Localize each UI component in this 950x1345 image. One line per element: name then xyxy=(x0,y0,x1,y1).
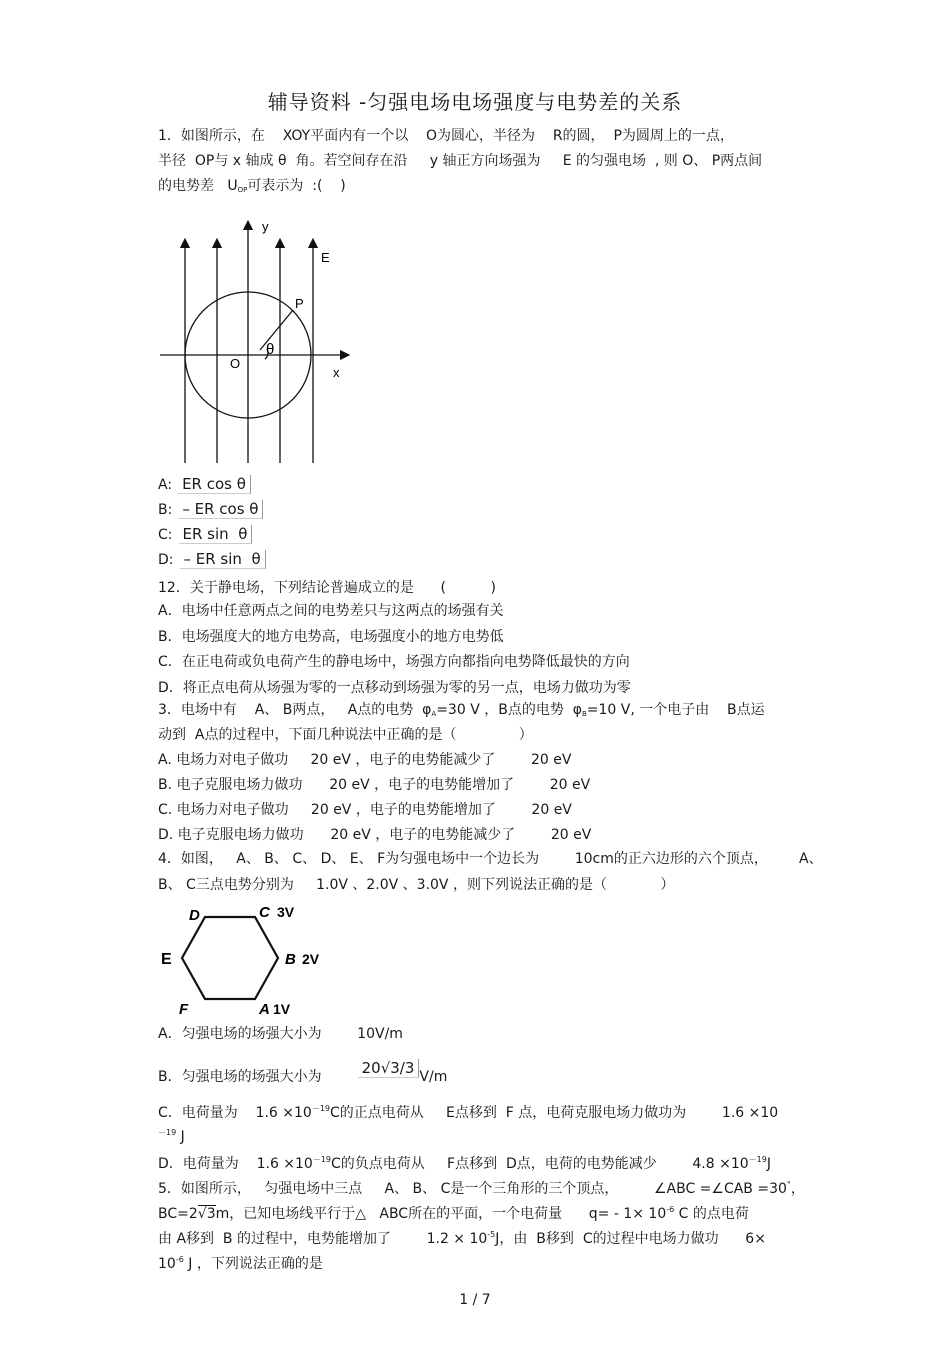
q5-line3: 由 A移到 B 的过程中，电势能增加了 $1.2 \times 10^{-5}J$，由 B移到 C的过程中电场力做功 6× xyxy=(158,1230,766,1247)
p-label: P xyxy=(295,296,304,311)
y-label: y xyxy=(262,219,269,234)
q5-line2: BC=2√3m，已知电场线平行于△ ABC所在的平面，一个电荷量 $q= - 1\times 10^{-6}$ C 的点电荷 xyxy=(158,1205,749,1222)
q4-line1: 4．如图， A、 B、 C、 D、 E、 F为匀强电场中一个边长为 10cm的正六边形的六个顶点， A、 xyxy=(158,851,823,867)
q4-figure-hexagon xyxy=(155,900,345,1020)
q4-line2: B、 C三点电势分别为 1.0V 、2.0V 、3.0V ，则下列说法正确的是（ ） xyxy=(158,877,675,893)
q12-option-a[interactable]: A．电场中任意两点之间的电势差只与这两点的场强有关 xyxy=(158,603,504,619)
q12-stem: 12．关于静电场，下列结论普遍成立的是 ( ) xyxy=(158,580,496,596)
q1-option-d[interactable]: D: – ER sin θ xyxy=(158,550,266,569)
page-number: 1 / 7 xyxy=(459,1292,491,1308)
q4-option-c[interactable]: C．电荷量为 $1.6 \times 10^{-19}C$的正点电荷从 E点移到 F 点，电荷克服电场力做功为 1.6 ×10 xyxy=(158,1104,779,1121)
q3-option-d[interactable]: D. 电子克服电场力做功 20 eV ，电子的电势能减少了 20 eV xyxy=(158,827,592,843)
vertex-b: B xyxy=(285,951,296,968)
vertex-d: D xyxy=(189,907,200,924)
vertex-b-potential: 2V xyxy=(302,951,320,967)
vertex-a: A xyxy=(259,1001,270,1018)
q4-option-c-cont: $^{-19}$ J xyxy=(158,1128,185,1145)
x-label: x xyxy=(333,365,340,380)
q1-line2: 半径 OP与 x 轴成 θ 角。若空间存在沿 y 轴正方向场强为 E 的匀强电场 , 则 O、 P两点间 xyxy=(158,153,763,169)
q4-option-b[interactable]: B．匀强电场的场强大小为 20√3/3 V/m xyxy=(158,1059,448,1085)
q5-line4: $10^{-6}$ J ，下列说法正确的是 xyxy=(158,1255,323,1272)
q1-option-b[interactable]: B: – ER cos θ xyxy=(158,500,263,519)
theta-label: θ xyxy=(266,341,275,358)
vertex-f: F xyxy=(179,1001,189,1018)
q1-option-a[interactable]: A: ER cos θ xyxy=(158,475,251,494)
q3-line2: 动到 A点的过程中，下面几种说法中正确的是（ ） xyxy=(158,727,533,743)
q12-option-b[interactable]: B．电场强度大的地方电势高，电场强度小的地方电势低 xyxy=(158,629,504,645)
q12-option-c[interactable]: C．在正电荷或负电荷产生的静电场中，场强方向都指向电势降低最快的方向 xyxy=(158,654,630,670)
q12-option-d[interactable]: D．将正点电荷从场强为零的一点移动到场强为零的另一点，电场力做功为零 xyxy=(158,680,631,696)
q3-option-a[interactable]: A. 电场力对电子做功 20 eV ，电子的电势能减少了 20 eV xyxy=(158,752,572,768)
q1-line3: 的电势差 $U_{OP}$可表示为 :( ) xyxy=(158,178,346,194)
q1-option-c[interactable]: C: ER sin θ xyxy=(158,525,252,544)
q1-figure-circle-field xyxy=(150,215,360,470)
q4-option-d[interactable]: D．电荷量为 $1.6 \times 10^{-19}C$的负点电荷从 F点移到 D点，电荷的电势能减少 $4.8 \times 10^{-19}J$ xyxy=(158,1155,771,1172)
q1-line1: 1．如图所示，在 XOY平面内有一个以 O为圆心，半径为 R的圆， P为圆周上的一点， xyxy=(158,128,734,144)
radius-op xyxy=(260,310,293,350)
page-title: 辅导资料 -匀强电场电场强度与电势差的关系 xyxy=(267,90,683,114)
q5-line1: 5．如图所示， 匀强电场中三点 A、 B、 C是一个三角形的三个顶点， ∠ABC =∠CAB =30°， xyxy=(158,1180,805,1197)
hexagon xyxy=(182,917,278,999)
e-label: E xyxy=(321,250,330,265)
q3-line1: 3．电场中有 A、 B两点， A点的电势 $\varphi_A=30$ V ，B点的电势 $\varphi_B=10$ V, 一个电子由 B点运 xyxy=(158,702,765,718)
vertex-a-potential: 1V xyxy=(273,1001,291,1017)
vertex-e: E xyxy=(161,951,172,968)
o-label: O xyxy=(230,356,241,371)
q3-option-b[interactable]: B. 电子克服电场力做功 20 eV ，电子的电势能增加了 20 eV xyxy=(158,777,591,793)
q3-option-c[interactable]: C. 电场力对电子做功 20 eV ，电子的电势能增加了 20 eV xyxy=(158,802,572,818)
q4-option-a[interactable]: A．匀强电场的场强大小为 10V/m xyxy=(158,1026,403,1042)
vertex-c-potential: 3V xyxy=(277,904,295,920)
vertex-c: C xyxy=(259,904,270,921)
